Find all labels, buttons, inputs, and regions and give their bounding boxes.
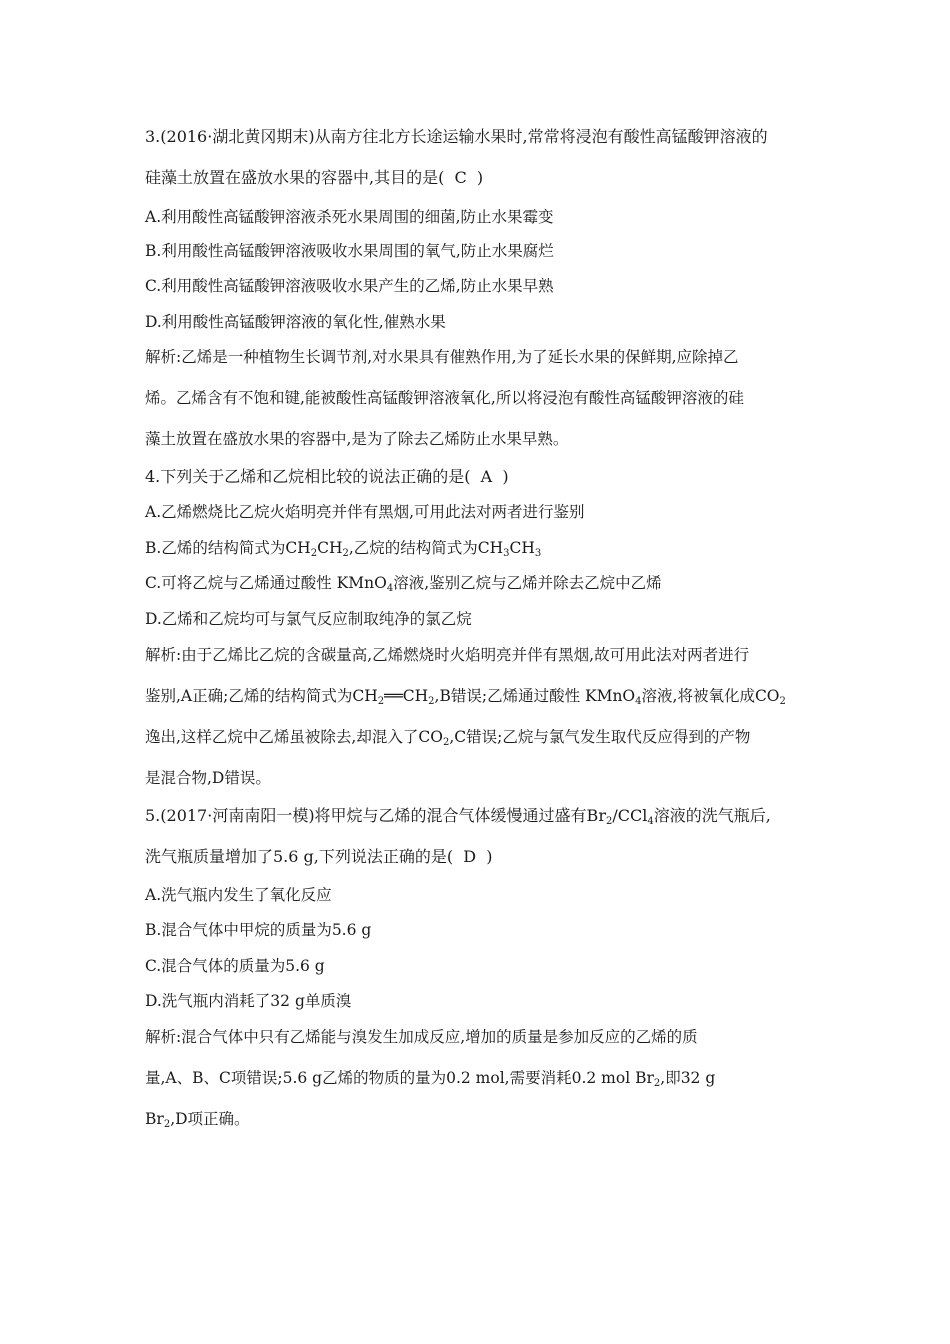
q5-analysis-text: 量,A、B、C项错误;5.6 g乙烯的物质的量为0.2 mol,需要消耗0.2 mol Br bbox=[145, 1069, 654, 1087]
subscript: 2 bbox=[779, 696, 786, 707]
subscript: 4 bbox=[635, 696, 642, 707]
q4-analysis-text: 鉴别,A正确;乙烯的结构简式为CH bbox=[145, 687, 378, 705]
subscript: 3 bbox=[534, 548, 542, 559]
q5-analysis-line1: 解析:混合气体中只有乙烯能与溴发生加成反应,增加的质量是参加反应的乙烯的质 bbox=[145, 1028, 698, 1046]
q4-analysis-text: ,B错误;乙烯通过酸性 KMnO bbox=[434, 687, 636, 705]
q5-analysis-line3 bbox=[145, 1109, 250, 1129]
q3-analysis-line2: 烯。乙烯含有不饱和键,能被酸性高锰酸钾溶液氧化,所以将浸泡有酸性高锰酸钾溶液的硅 bbox=[145, 389, 744, 407]
q3-number: 3. bbox=[145, 127, 161, 146]
q4-analysis-text: ══CH bbox=[384, 687, 429, 705]
q4-analysis-text: ,C错误;乙烷与氯气发生取代反应得到的产物 bbox=[449, 728, 751, 746]
q5-stem-text: /CCl bbox=[612, 806, 648, 825]
subscript: 4 bbox=[386, 583, 394, 594]
q5-option-c: C.混合气体的质量为5.6 g bbox=[145, 957, 325, 975]
q4-option-b-text: B.乙烯的结构简式为CH bbox=[145, 539, 311, 557]
q4-number: 4. bbox=[145, 467, 161, 486]
q3-option-d: D.利用酸性高锰酸钾溶液的氧化性,催熟水果 bbox=[145, 313, 446, 331]
subscript: 2 bbox=[377, 696, 385, 707]
q3-option-b: B.利用酸性高锰酸钾溶液吸收水果周围的氧气,防止水果腐烂 bbox=[145, 242, 554, 260]
q4-analysis-line2 bbox=[145, 686, 786, 706]
q4-stem bbox=[145, 467, 509, 487]
q5-option-b: B.混合气体中甲烷的质量为5.6 g bbox=[145, 921, 372, 939]
q4-stem-text: 下列关于乙烯和乙烷相比较的说法正确的是( A ) bbox=[160, 467, 509, 486]
subscript: 2 bbox=[163, 1119, 171, 1130]
q4-analysis-line1: 解析:由于乙烯比乙烷的含碳量高,乙烯燃烧时火焰明亮并伴有黑烟,故可用此法对两者进行 bbox=[145, 646, 750, 664]
q4-option-c-text: 溶液,鉴别乙烷与乙烯并除去乙烷中乙烯 bbox=[393, 574, 662, 592]
q4-analysis-text: 溶液,将被氧化成CO bbox=[641, 687, 780, 705]
q4-analysis-line4: 是混合物,D错误。 bbox=[145, 769, 271, 787]
subscript: 2 bbox=[428, 696, 435, 707]
q3-analysis-line3: 藻土放置在盛放水果的容器中,是为了除去乙烯防止水果早熟。 bbox=[145, 430, 569, 448]
subscript: 2 bbox=[342, 548, 349, 559]
q5-analysis-text: ,D项正确。 bbox=[170, 1110, 250, 1128]
subscript: 2 bbox=[653, 1078, 661, 1089]
q5-stem-line2: 洗气瓶质量增加了5.6 g,下列说法正确的是( D ) bbox=[145, 847, 493, 866]
q4-analysis-text: 逸出,这样乙烷中乙烯虽被除去,却混入了CO bbox=[145, 728, 443, 746]
subscript: 4 bbox=[647, 816, 654, 827]
q5-option-a: A.洗气瓶内发生了氧化反应 bbox=[145, 886, 332, 904]
subscript: 2 bbox=[442, 737, 450, 748]
q3-stem-line1: (2016·湖北黄冈期末)从南方往北方长途运输水果时,常常将浸泡有酸性高锰酸钾溶液的 bbox=[160, 127, 768, 146]
q3-option-a: A.利用酸性高锰酸钾溶液杀死水果周围的细菌,防止水果霉变 bbox=[145, 208, 554, 226]
q5-stem-text: 溶液的洗气瓶后, bbox=[653, 806, 771, 825]
subscript: 3 bbox=[503, 548, 510, 559]
q4-analysis-line3 bbox=[145, 727, 750, 747]
q3-option-c: C.利用酸性高锰酸钾溶液吸收水果产生的乙烯,防止水果早熟 bbox=[145, 277, 554, 295]
q4-option-b-text: CH bbox=[509, 539, 535, 557]
q4-option-d: D.乙烯和乙烷均可与氯气反应制取纯净的氯乙烷 bbox=[145, 610, 472, 628]
subscript: 2 bbox=[605, 816, 613, 827]
q5-number: 5. bbox=[145, 806, 161, 825]
q4-option-a: A.乙烯燃烧比乙烷火焰明亮并伴有黑烟,可用此法对两者进行鉴别 bbox=[145, 503, 585, 521]
q3-stem bbox=[145, 127, 768, 147]
q5-stem-text: (2017·河南南阳一模)将甲烷与乙烯的混合气体缓慢通过盛有Br bbox=[160, 806, 606, 825]
q5-analysis-text: ,即32 g bbox=[660, 1069, 716, 1087]
q5-analysis-line2 bbox=[145, 1068, 715, 1088]
q3-stem-line2: 硅藻土放置在盛放水果的容器中,其目的是( C ) bbox=[145, 168, 484, 187]
subscript: 2 bbox=[310, 548, 318, 559]
q5-option-d: D.洗气瓶内消耗了32 g单质溴 bbox=[145, 992, 352, 1010]
q5-stem bbox=[145, 806, 771, 826]
q4-option-c-text: C.可将乙烷与乙烯通过酸性 KMnO bbox=[145, 574, 387, 592]
q4-option-b-text: CH bbox=[317, 539, 343, 557]
q4-option-b-text: ,乙烷的结构简式为CH bbox=[348, 539, 504, 557]
q3-analysis-line1: 解析:乙烯是一种植物生长调节剂,对水果具有催熟作用,为了延长水果的保鲜期,应除掉乙 bbox=[145, 348, 739, 366]
q5-analysis-text: Br bbox=[145, 1110, 164, 1128]
q4-option-b bbox=[145, 538, 541, 558]
q4-option-c bbox=[145, 573, 662, 593]
